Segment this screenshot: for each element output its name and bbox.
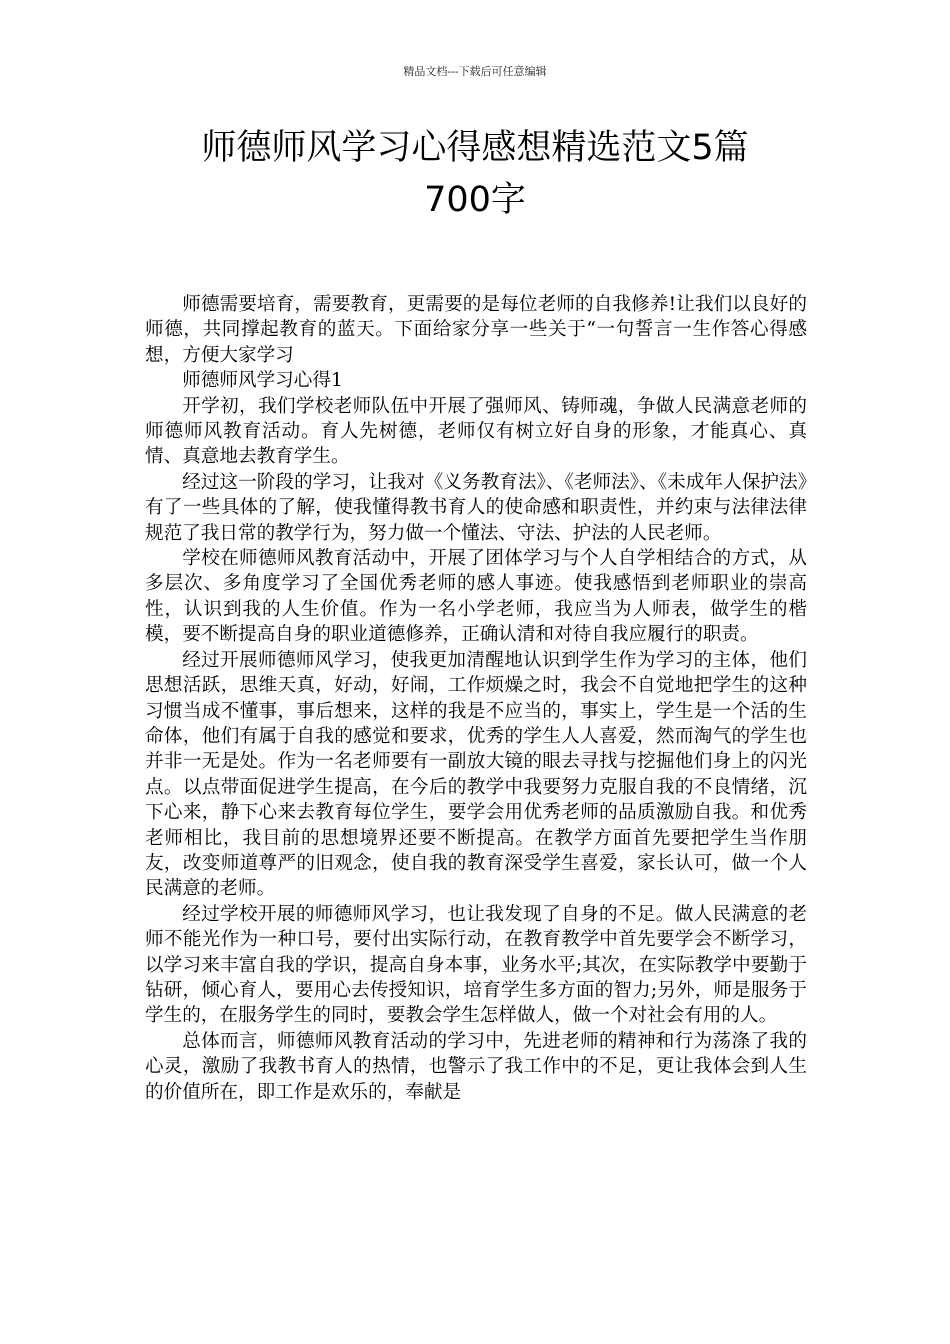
title-line-1: 师德师风学习心得感想精选范文5篇 <box>201 128 749 168</box>
body-paragraph: 经过学校开展的师德师风学习，也让我发现了自身的不足。做人民满意的老师不能光作为一种口号，要付出实际行动，在教育教学中首先要学会不断学习，以学习来丰富自我的学识，提高自身本事，业务水平;其次，在实际教学中要勤于钻研，倾心育人，要用心去传授知识，培育学生多方面的智力;另外，师是服务于学生的，在服务学生的同时，要教会学生怎样做人，做一个对社会有用的人。 <box>145 903 807 1027</box>
document-title <box>120 122 830 226</box>
document-body <box>145 292 807 1105</box>
header-note: 精品文档---下载后可任意编辑 <box>403 65 547 78</box>
body-paragraph: 开学初，我们学校老师队伍中开展了强师风、铸师魂，争做人民满意老师的师德师风教育活动。育人先树德，老师仅有树立好自身的形象，才能真心、真情、真意地去教育学生。 <box>145 395 807 468</box>
body-paragraph: 经过这一阶段的学习，让我对《义务教育法》、《老师法》、《未成年人保护法》有了一些具体的了解，使我懂得教书育人的使命感和职责性，并约束与法律法律规范了我日常的教学行为，努力做一个懂法、守法、护法的人民老师。 <box>145 471 807 544</box>
body-paragraph: 学校在师德师风教育活动中，开展了团体学习与个人自学相结合的方式，从多层次、多角度学习了全国优秀老师的感人事迹。使我感悟到老师职业的崇高性，认识到我的人生价值。作为一名小学老师，我应当为人师表，做学生的楷模，要不断提高自身的职业道德修养，正确认清和对待自我应履行的职责。 <box>145 548 807 646</box>
title-line-2: 700字 <box>424 180 526 220</box>
body-paragraph: 经过开展师德师风学习，使我更加清醒地认识到学生作为学习的主体，他们思想活跃，思维天真，好动，好闹，工作烦燥之时，我会不自觉地把学生的这种习惯当成不懂事，事后想来，这样的我是不应当的，事实上，学生是一个活的生命体，他们有属于自我的感觉和要求，优秀的学生人人喜爱，然而淘气的学生也并非一无是处。作为一名老师要有一副放大镜的眼去寻找与挖掘他们身上的闪光点。以点带面促进学生提高，在今后的教学中我要努力克服自我的不良情绪，沉下心来，静下心来去教育每位学生，要学会用优秀老师的品质激励自我。和优秀老师相比，我目前的思想境界还要不断提高。在教学方面首先要把学生当作朋友，改变师道尊严的旧观念，使自我的教育深受学生喜爱，家长认可，做一个人民满意的老师。 <box>145 649 807 900</box>
body-paragraph: 总体而言，师德师风教育活动的学习中，先进老师的精神和行为荡涤了我的心灵，激励了我教书育人的热情，也警示了我工作中的不足，更让我体会到人生的价值所在，即工作是欢乐的，奉献是 <box>145 1030 807 1103</box>
intro-paragraph: 师德需要培育，需要教育，更需要的是每位老师的自我修养!让我们以良好的师德，共同撑起教育的蓝天。下面给家分享一些关于“一句誓言一生作答心得感想，方便大家学习 <box>145 294 807 366</box>
section-heading: 师德师风学习心得1 <box>182 370 343 392</box>
